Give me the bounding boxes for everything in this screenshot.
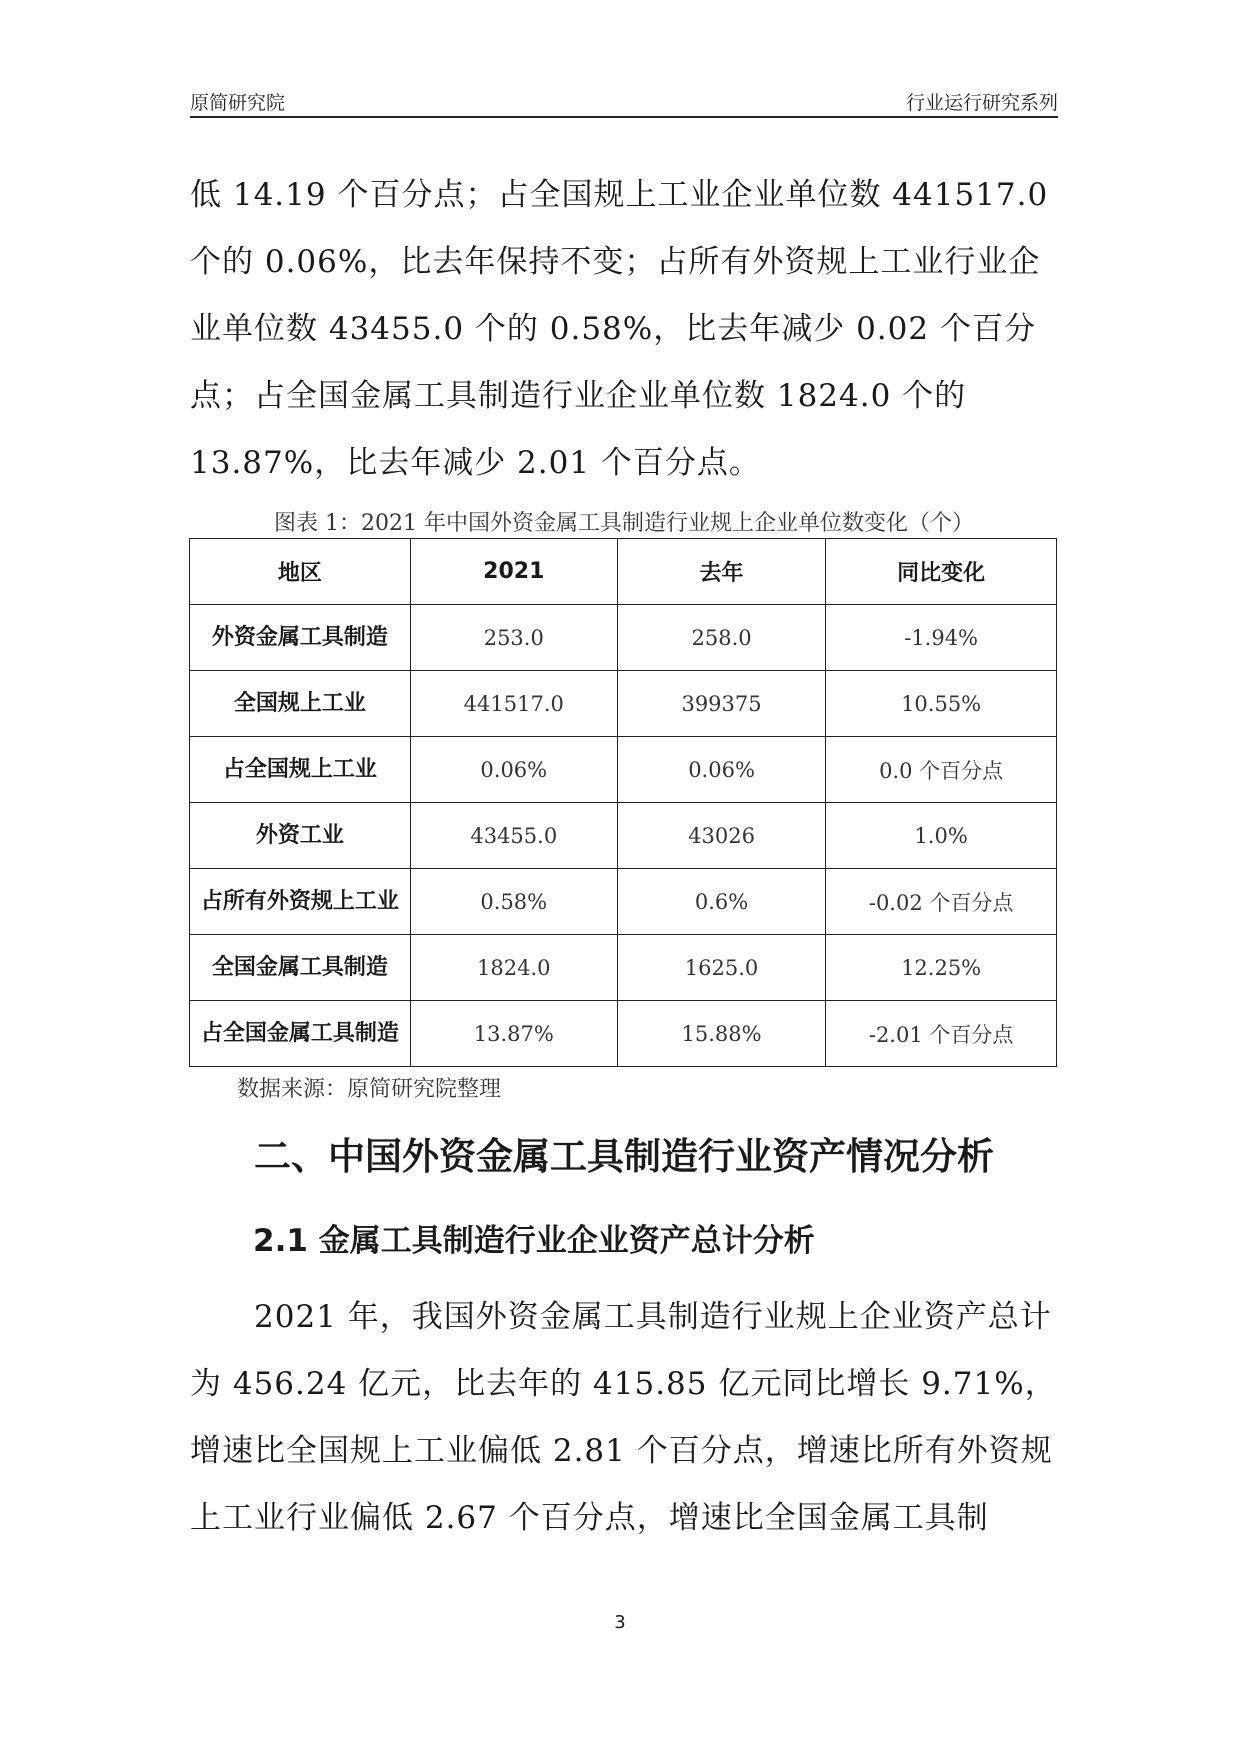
table-row	[190, 935, 1057, 1001]
data-table	[189, 538, 1057, 1067]
row-label: 全国规上工业	[190, 671, 411, 737]
subsection-heading: 2.1 金属工具制造行业企业资产总计分析	[253, 1223, 815, 1259]
row-label: 占所有外资规上工业	[190, 869, 411, 935]
table-cell: 43455.0	[410, 803, 617, 869]
table-cell: 12.25%	[826, 935, 1057, 1001]
table-cell: -2.01 个百分点	[826, 1001, 1057, 1067]
row-label: 占全国金属工具制造	[190, 1001, 411, 1067]
table-row	[190, 605, 1057, 671]
table-cell: 441517.0	[410, 671, 617, 737]
header-series: 行业运行研究系列	[905, 92, 1058, 114]
table-cell: 0.6%	[617, 869, 825, 935]
column-header: 去年	[617, 539, 825, 605]
page-number: 3	[614, 1612, 626, 1633]
table-header-row	[190, 539, 1057, 605]
table-row	[190, 1001, 1057, 1067]
row-label: 占全国规上工业	[190, 737, 411, 803]
page-header	[190, 86, 1058, 118]
table-cell: 0.58%	[410, 869, 617, 935]
table-cell: 1625.0	[617, 935, 825, 1001]
table-cell: 1824.0	[410, 935, 617, 1001]
table-cell: 0.06%	[410, 737, 617, 803]
table-cell: 1.0%	[826, 803, 1057, 869]
table-row	[190, 869, 1057, 935]
table-row	[190, 803, 1057, 869]
table-row	[190, 737, 1057, 803]
body-paragraph-2: 2021 年，我国外资金属工具制造行业规上企业资产总计为 456.24 亿元，比去年的 415.85 亿元同比增长 9.71%，增速比全国规上工业偏低 2.81 个百分点，增速比所有外资规上工业行业偏低 2.67 个百分点，增速比全国金属工具制	[190, 1299, 1057, 1536]
table-cell: 399375	[617, 671, 825, 737]
table-caption: 图表 1：2021 年中国外资金属工具制造行业规上企业单位数变化（个）	[274, 511, 974, 536]
table-cell: 43026	[617, 803, 825, 869]
header-publisher: 原简研究院	[190, 92, 286, 114]
section-heading: 二、中国外资金属工具制造行业资产情况分析	[254, 1135, 994, 1178]
table-cell: -0.02 个百分点	[826, 869, 1057, 935]
table-cell: 15.88%	[617, 1001, 825, 1067]
column-header: 2021	[410, 539, 617, 605]
table-cell: 0.0 个百分点	[826, 737, 1057, 803]
table-cell: 253.0	[410, 605, 617, 671]
column-header: 同比变化	[826, 539, 1057, 605]
body-paragraph-1: 低 14.19 个百分点；占全国规上工业企业单位数 441517.0 个的 0.06%，比去年保持不变；占所有外资规上工业行业企业单位数 43455.0 个的 0.58%，比去年减少 0.02 个百分点；占全国金属工具制造行业企业单位数 1824.0 个的 13.87%，比去年减少 2.01 个百分点。	[190, 177, 1049, 481]
table-cell: 0.06%	[617, 737, 825, 803]
row-label: 外资工业	[190, 803, 411, 869]
table-source-note: 数据来源：原简研究院整理	[237, 1077, 502, 1102]
table-cell: 258.0	[617, 605, 825, 671]
column-header: 地区	[190, 539, 411, 605]
table-row	[190, 671, 1057, 737]
row-label: 外资金属工具制造	[190, 605, 411, 671]
table-cell: -1.94%	[826, 605, 1057, 671]
table-cell: 10.55%	[826, 671, 1057, 737]
row-label: 全国金属工具制造	[190, 935, 411, 1001]
table-cell: 13.87%	[410, 1001, 617, 1067]
